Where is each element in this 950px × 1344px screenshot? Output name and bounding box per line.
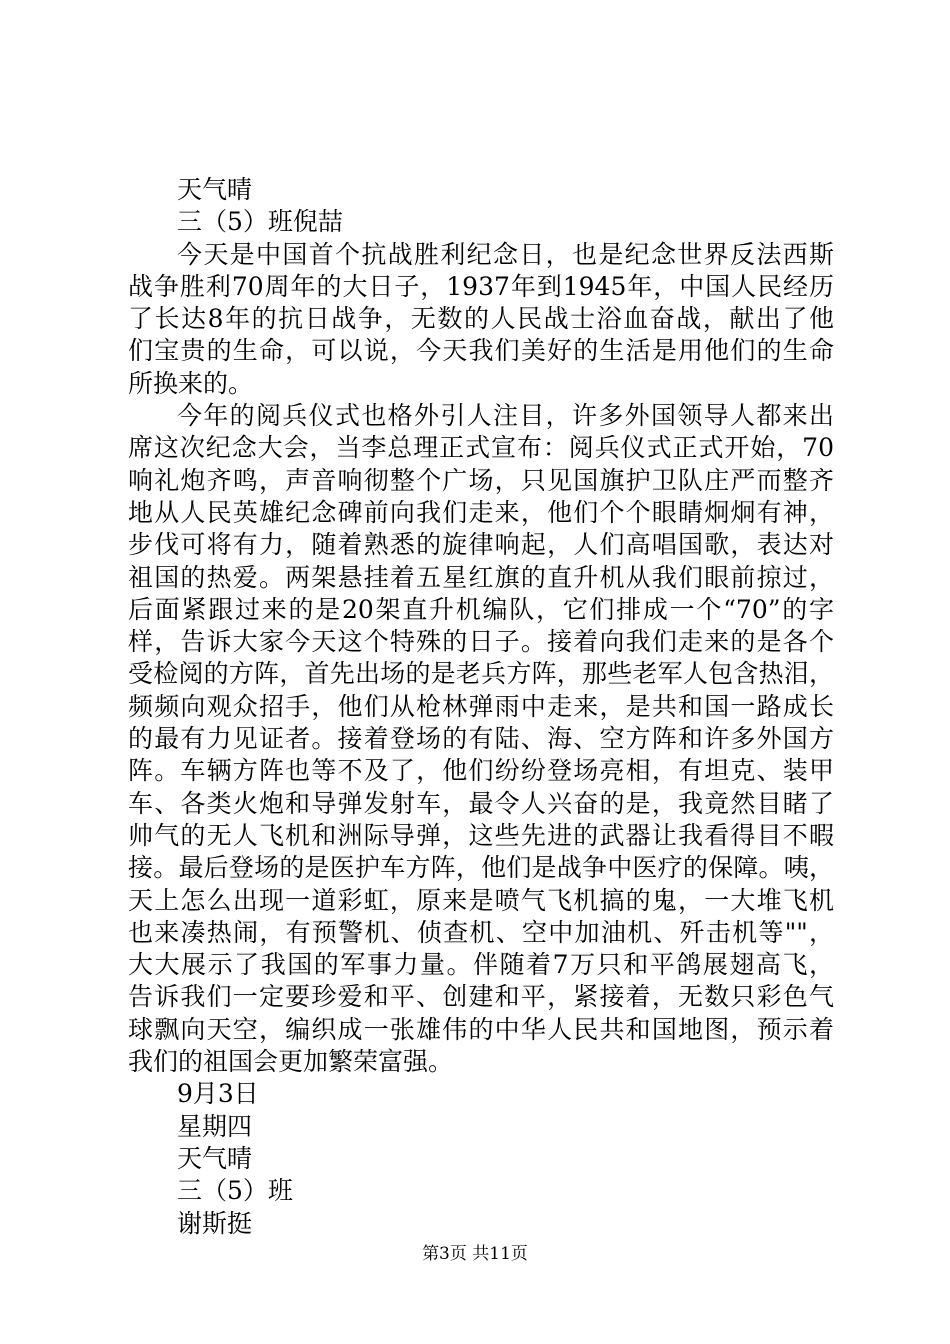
paragraph-line: 受检阅的方阵，首先出场的是老兵方阵，那些老军人包含热泪，	[128, 659, 834, 689]
date-line: 9月3日	[177, 1079, 259, 1109]
page-number-footer: 第3页 共11页	[422, 1244, 528, 1264]
paragraph-line: 了长达8年的抗日战争，无数的人民战士浴血奋战，献出了他	[128, 304, 834, 334]
paragraph-line: 响礼炮齐鸣，声音响彻整个广场，只见国旗护卫队庄严而整齐	[128, 465, 834, 495]
paragraph-line: 球飘向天空，编织成一张雄伟的中华人民共和国地图，预示着	[128, 1014, 834, 1044]
paragraph-line: 帅气的无人飞机和洲际导弹，这些先进的武器让我看得目不暇	[128, 820, 834, 850]
paragraph-line: 天上怎么出现一道彩虹，原来是喷气飞机搞的鬼，一大堆飞机	[128, 885, 834, 915]
paragraph-line: 的最有力见证者。接着登场的有陆、海、空方阵和许多外国方	[128, 724, 834, 754]
paragraph-line: 频频向观众招手，他们从枪林弹雨中走来，是共和国一路成长	[128, 691, 834, 721]
paragraph-2	[128, 400, 834, 1078]
paragraph-line: 所换来的。	[128, 368, 254, 398]
paragraph-line: 接。最后登场的是医护车方阵，他们是战争中医疗的保障。咦，	[128, 853, 834, 883]
paragraph-line: 车、各类火炮和导弹发射车，最令人兴奋的是，我竟然目睹了	[128, 788, 834, 818]
paragraph-1	[128, 239, 834, 400]
paragraph-line: 今天是中国首个抗战胜利纪念日，也是纪念世界反法西斯	[177, 239, 834, 269]
paragraph-line: 战争胜利70周年的大日子，1937年到1945年，中国人民经历	[128, 271, 834, 301]
document-body	[128, 174, 834, 1240]
paragraph-line: 阵。车辆方阵也等不及了，他们纷纷登场亮相，有坦克、装甲	[128, 756, 834, 786]
paragraph-line: 样，告诉大家今天这个特殊的日子。接着向我们走来的是各个	[128, 627, 834, 657]
author-line: 三（5）班倪喆	[177, 207, 343, 237]
paragraph-line: 告诉我们一定要珍爱和平、创建和平，紧接着，无数只彩色气	[128, 982, 834, 1012]
class-line: 三（5）班	[177, 1176, 293, 1206]
paragraph-line: 席这次纪念大会，当李总理正式宣布：阅兵仪式正式开始，70	[128, 433, 834, 463]
weather-line: 天气晴	[177, 175, 253, 204]
paragraph-line: 祖国的热爱。两架悬挂着五星红旗的直升机从我们眼前掠过，	[128, 562, 834, 592]
paragraph-line: 们宝贵的生命，可以说，今天我们美好的生活是用他们的生命	[128, 336, 834, 366]
paragraph-line: 后面紧跟过来的是20架直升机编队，它们排成一个“70”的字	[128, 594, 834, 624]
weather-line: 天气晴	[177, 1143, 253, 1173]
paragraph-line: 大大展示了我国的军事力量。伴随着7万只和平鸽展翅高飞，	[128, 950, 834, 980]
weekday-line: 星期四	[177, 1111, 253, 1141]
paragraph-line: 地从人民英雄纪念碑前向我们走来，他们个个眼睛炯炯有神，	[128, 497, 834, 527]
author-line: 谢斯挺	[177, 1208, 253, 1238]
paragraph-line: 也来凑热闹，有预警机、侦查机、空中加油机、歼击机等""，	[128, 917, 834, 947]
paragraph-line: 我们的祖国会更加繁荣富强。	[128, 1047, 454, 1077]
paragraph-line: 步伐可将有力，随着熟悉的旋律响起，人们高唱国歌，表达对	[128, 530, 834, 560]
paragraph-line: 今年的阅兵仪式也格外引人注目，许多外国领导人都来出	[177, 401, 834, 431]
